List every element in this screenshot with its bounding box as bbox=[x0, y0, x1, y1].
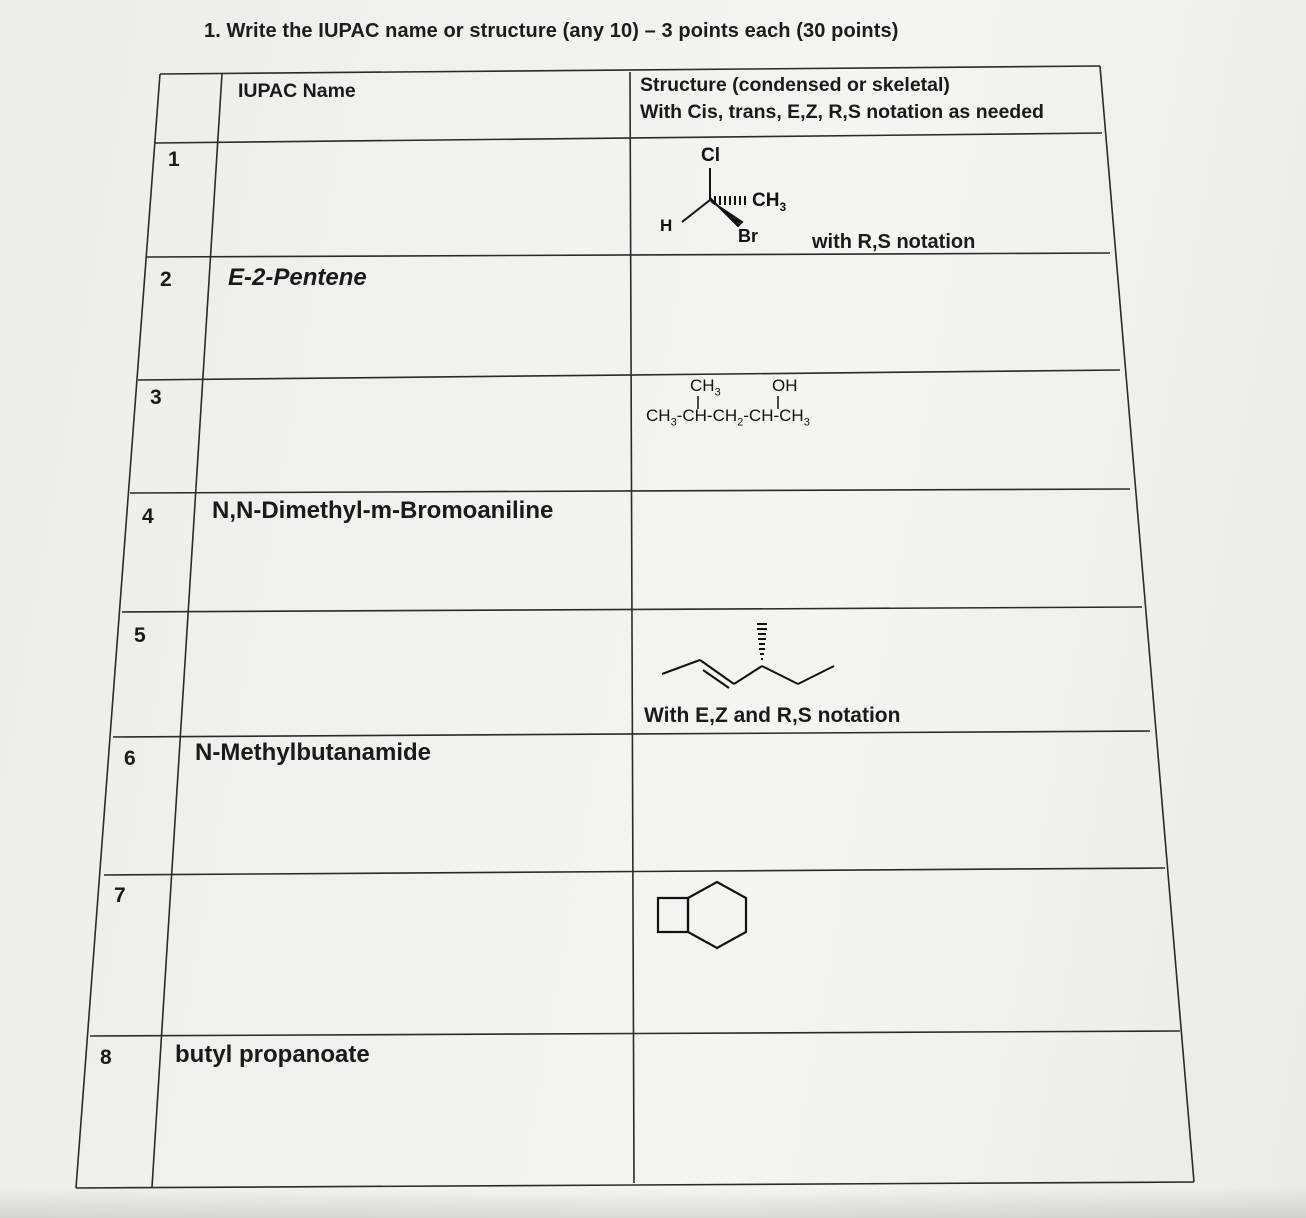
row-number-5: 5 bbox=[134, 624, 146, 647]
structure-5-note: With E,Z and R,S notation bbox=[644, 704, 901, 727]
iupac-name-8: butyl propanoate bbox=[175, 1041, 370, 1068]
iupac-name-6: N-Methylbutanamide bbox=[195, 739, 432, 766]
row-number-8: 8 bbox=[100, 1046, 112, 1069]
structure-5-skeletal bbox=[662, 624, 834, 688]
structure-7-bicyclic bbox=[658, 882, 746, 948]
question-title: 1. Write the IUPAC name or structure (any 10) – 3 points each (30 points) bbox=[204, 20, 899, 42]
iupac-name-4: N,N-Dimethyl-m-Bromoaniline bbox=[212, 497, 554, 524]
row-number-7: 7 bbox=[114, 884, 126, 907]
atom-h: H bbox=[660, 216, 673, 235]
atom-br: Br bbox=[738, 226, 759, 246]
atom-cl: Cl bbox=[701, 145, 720, 166]
condensed-3-oh-branch: OH bbox=[772, 376, 798, 395]
row-number-6: 6 bbox=[124, 747, 136, 770]
condensed-3-main-chain: $CH_3-CH-CH_2-CH-CH_3$ bbox=[646, 406, 810, 429]
row-number-3: 3 bbox=[150, 386, 162, 409]
header-structure-note: With Cis, trans, E,Z, R,S notation as needed bbox=[640, 101, 1044, 123]
condensed-3-ch3-branch: $CH_3$ bbox=[690, 376, 721, 399]
structure-1-note: with R,S notation bbox=[812, 231, 976, 253]
structure-1-drawing bbox=[682, 168, 745, 226]
row-number-4: 4 bbox=[142, 505, 154, 528]
iupac-name-2: E-2-Pentene bbox=[228, 264, 367, 291]
atom-ch3: $CH_3$ bbox=[752, 190, 787, 214]
header-iupac-name: IUPAC Name bbox=[238, 80, 356, 102]
header-structure: Structure (condensed or skeletal) bbox=[640, 74, 950, 96]
photo-shadow bbox=[0, 1188, 1306, 1218]
row-number-2: 2 bbox=[160, 268, 172, 291]
row-number-1: 1 bbox=[168, 148, 180, 171]
